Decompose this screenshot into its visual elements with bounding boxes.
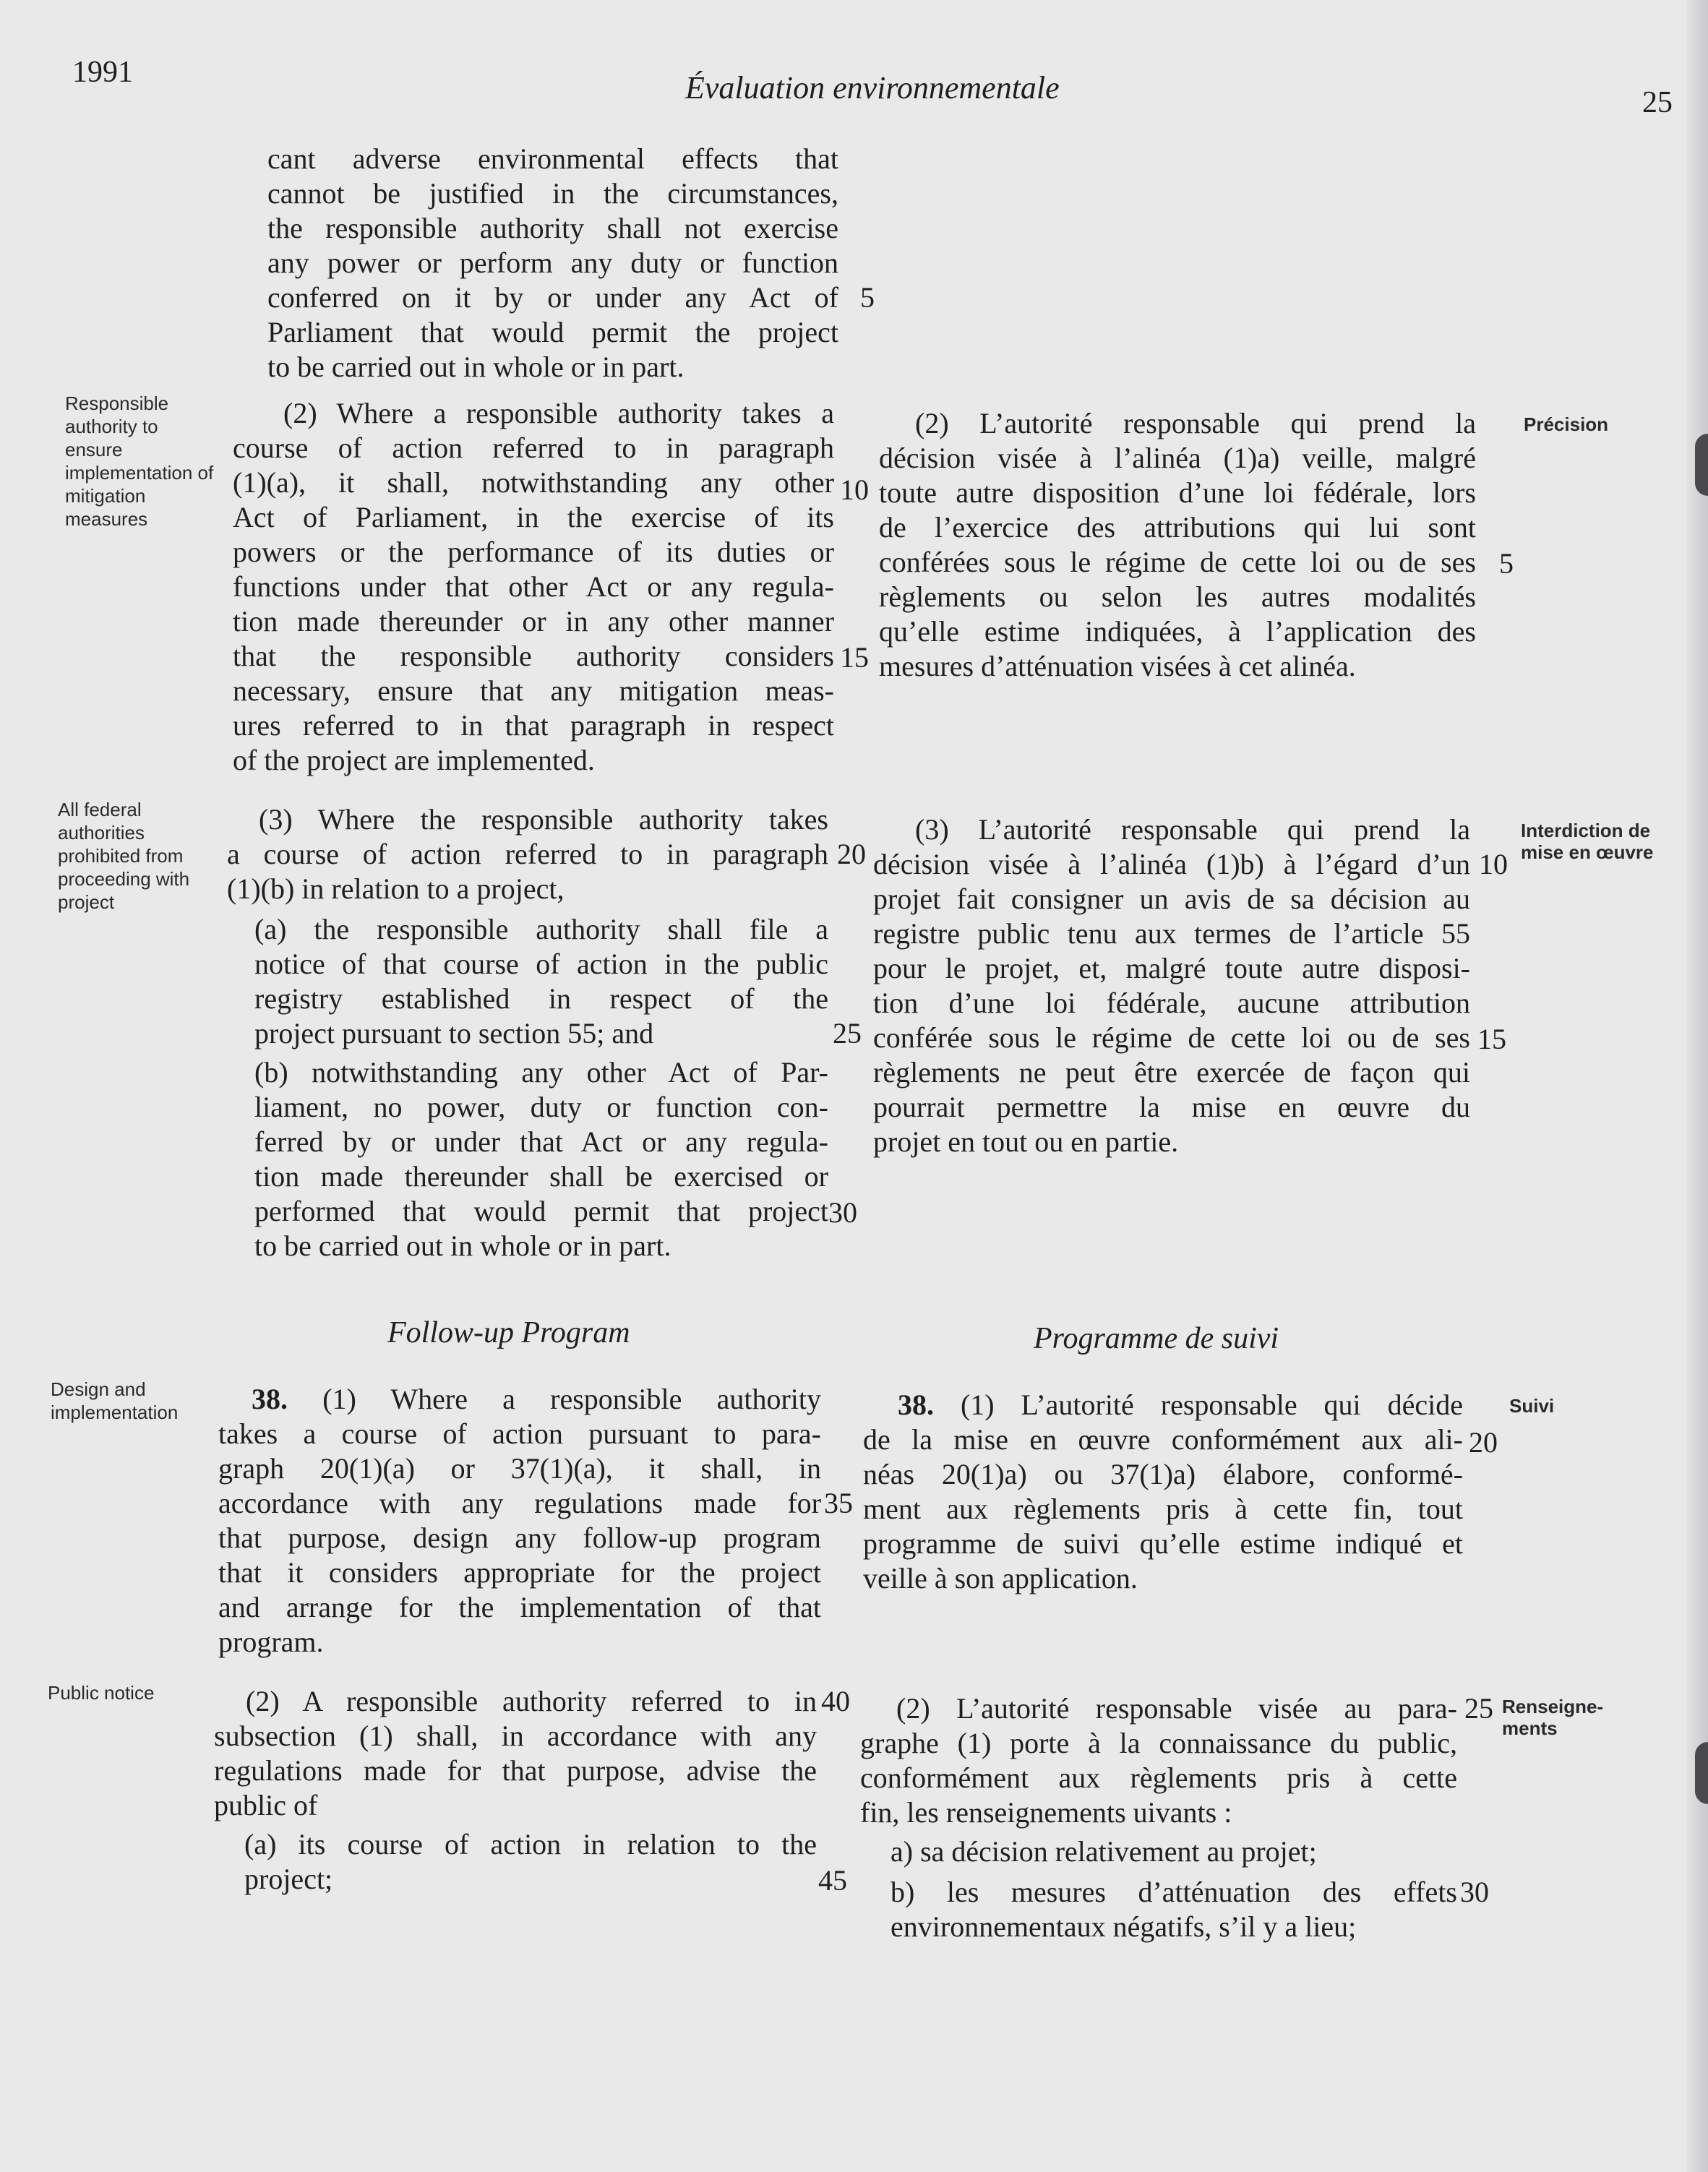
text-line: (2) A responsible authority referred to in	[246, 1685, 817, 1717]
text-line: mesures d’atténuation visées à cet alinéa.	[879, 650, 1356, 682]
text-line: notice of that course of action in the public	[254, 948, 828, 980]
text-line: conferred on it by or under any Act of	[267, 281, 838, 314]
text-line	[218, 1382, 821, 1417]
text-line: toute autre disposition d’une loi fédérale, lors	[879, 476, 1476, 509]
line-number: 20	[837, 838, 866, 870]
fr-para-37-3	[873, 812, 1470, 1159]
line-number: 10	[840, 473, 869, 506]
line-number: 15	[840, 641, 869, 674]
heading-follow-up-program: Follow-up Program	[387, 1316, 630, 1349]
text-line: that purpose, design any follow-up program	[218, 1521, 821, 1554]
text-line: project;	[244, 1863, 333, 1895]
text-line: (1)(b) in relation to a project,	[227, 872, 565, 905]
text-line: cannot be justified in the circumstances,	[267, 177, 838, 210]
text-line: (3) L’autorité responsable qui prend la	[915, 813, 1470, 846]
text-line: néas 20(1)a) ou 37(1)a) élabore, conformé-	[863, 1458, 1463, 1490]
text-line: registre public tenu aux termes de l’article 55	[873, 917, 1470, 950]
line-number: 30	[828, 1196, 857, 1229]
line-number: 40	[821, 1685, 850, 1717]
header-year: 1991	[72, 56, 133, 89]
margin-note-renseignements: Renseigne- ments	[1502, 1696, 1604, 1739]
text-line: pour le projet, et, malgré toute autre disposi-	[873, 952, 1470, 984]
text-line: de la mise en œuvre conformément aux ali-	[863, 1423, 1463, 1456]
margin-note-responsible-authority: Responsible authority to ensure implementation of mitigation measures	[65, 392, 214, 530]
line-number: 5	[860, 281, 875, 314]
text-line-body: (1) L’autorité responsable qui décide	[934, 1388, 1463, 1421]
text-line	[863, 1388, 1463, 1422]
en-para-38-2-a	[244, 1827, 817, 1897]
text-line: projet en tout ou en partie.	[873, 1125, 1179, 1158]
fr-para-38-2	[860, 1691, 1457, 1830]
section-number: 38.	[898, 1388, 934, 1421]
en-para-38-1	[218, 1382, 821, 1660]
text-line: Parliament that would permit the project	[267, 316, 838, 348]
text-line: functions under that other Act or any regula-	[233, 570, 834, 603]
text-line: règlements ou selon les autres modalités	[879, 580, 1476, 613]
margin-note-precision: Précision	[1524, 413, 1609, 435]
line-number: 15	[1477, 1023, 1506, 1055]
line-number: 25	[833, 1017, 862, 1049]
text-line: and arrange for the implementation of that	[218, 1591, 821, 1623]
line-number: 5	[1499, 547, 1514, 580]
line-number: 35	[824, 1487, 853, 1519]
text-line: qu’elle estime indiquées, à l’application des	[879, 615, 1476, 648]
text-line: conférées sous le régime de cette loi ou de ses	[879, 546, 1476, 578]
text-line: b) les mesures d’atténuation des effets	[891, 1876, 1457, 1908]
en-para-37-2	[233, 396, 834, 778]
text-line: takes a course of action pursuant to para-	[218, 1417, 821, 1450]
text-line: any power or perform any duty or function	[267, 246, 838, 279]
line-number: 10	[1479, 848, 1508, 880]
text-line: fin, les renseignements uivants :	[860, 1796, 1232, 1829]
heading-programme-de-suivi: Programme de suivi	[1034, 1322, 1279, 1355]
en-para-37-3-b	[254, 1055, 828, 1263]
en-para-38-2	[214, 1684, 817, 1823]
en-para-37-3	[227, 802, 828, 906]
section-number: 38.	[252, 1383, 288, 1415]
text-line: of the project are implemented.	[233, 744, 595, 776]
text-line: registry established in respect of the	[254, 982, 828, 1015]
en-para-37-3-a	[254, 912, 828, 1051]
text-line: regulations made for that purpose, advise the	[214, 1754, 817, 1787]
text-line: décision visée à l’alinéa (1)a) veille, malgré	[879, 442, 1476, 474]
margin-note-design: Design and implementation	[51, 1378, 179, 1423]
line-number: 20	[1469, 1426, 1498, 1459]
text-line: conformément aux règlements pris à cette	[860, 1761, 1457, 1794]
margin-note-all-federal: All federal authorities prohibited from proceeding with project	[58, 799, 190, 913]
text-line: powers or the performance of its duties or	[233, 536, 834, 568]
en-continuation	[267, 142, 838, 385]
text-line: conférée sous le régime de cette loi ou de ses	[873, 1021, 1470, 1054]
text-line: Act of Parliament, in the exercise of its	[233, 501, 834, 533]
text-line-body: (1) Where a responsible authority	[288, 1383, 821, 1415]
text-line: program.	[218, 1626, 324, 1658]
text-line: the responsible authority shall not exercise	[267, 212, 838, 244]
page-number: 25	[1642, 86, 1673, 119]
text-line: that it considers appropriate for the project	[218, 1556, 821, 1589]
fr-para-38-2-b	[891, 1875, 1457, 1944]
margin-note-public-notice: Public notice	[48, 1682, 155, 1704]
text-line: subsection (1) shall, in accordance with any	[214, 1720, 817, 1752]
margin-note-interdiction: Interdiction de mise en œuvre	[1521, 820, 1654, 863]
text-line: course of action referred to in paragraph	[233, 432, 834, 464]
text-line: environnementaux négatifs, s’il y a lieu;	[891, 1910, 1357, 1943]
margin-note-suivi: Suivi	[1509, 1395, 1555, 1417]
text-line: liament, no power, duty or function con-	[254, 1091, 828, 1123]
text-line: tion made thereunder or in any other manner	[233, 605, 834, 638]
line-number: 25	[1464, 1692, 1493, 1725]
text-line: (2) L’autorité responsable visée au para-	[896, 1692, 1457, 1725]
page-edge-shadow	[1686, 0, 1708, 2172]
text-line: (a) its course of action in relation to the	[244, 1828, 817, 1860]
fr-para-37-2	[879, 406, 1476, 684]
text-line: project pursuant to section 55; and	[254, 1017, 654, 1049]
text-line: (a) the responsible authority shall file a	[254, 913, 828, 945]
text-line: performed that would permit that project	[254, 1195, 828, 1227]
text-line: a) sa décision relativement au projet;	[891, 1835, 1317, 1868]
text-line: tion made thereunder shall be exercised or	[254, 1160, 828, 1193]
text-line: (3) Where the responsible authority takes	[259, 803, 828, 836]
text-line: tion d’une loi fédérale, aucune attribution	[873, 987, 1470, 1019]
fr-para-38-2-a	[891, 1834, 1317, 1869]
text-line: a course of action referred to in paragraph	[227, 838, 828, 870]
binder-tab	[1695, 1742, 1708, 1804]
line-number: 45	[818, 1864, 847, 1897]
text-line: accordance with any regulations made for	[218, 1487, 821, 1519]
text-line: projet fait consigner un avis de sa décision au	[873, 883, 1470, 915]
text-line: règlements ne peut être exercée de façon qui	[873, 1056, 1470, 1089]
text-line: that the responsible authority considers	[233, 640, 834, 672]
text-line: (b) notwithstanding any other Act of Par-	[254, 1056, 828, 1089]
fr-para-38-1	[863, 1388, 1463, 1596]
text-line: public of	[214, 1789, 318, 1821]
text-line: (2) L’autorité responsable qui prend la	[915, 407, 1476, 439]
text-line: de l’exercice des attributions qui lui sont	[879, 511, 1476, 544]
text-line: necessary, ensure that any mitigation meas-	[233, 674, 834, 707]
binder-tab	[1695, 434, 1708, 496]
text-line: (1)(a), it shall, notwithstanding any other	[233, 466, 834, 499]
text-line: ures referred to in that paragraph in respect	[233, 709, 834, 742]
text-line: décision visée à l’alinéa (1)b) à l’égard d’un	[873, 848, 1470, 880]
text-line: pourrait permettre la mise en œuvre du	[873, 1091, 1470, 1123]
text-line: veille à son application.	[863, 1562, 1138, 1594]
text-line: ferred by or under that Act or any regula-	[254, 1125, 828, 1158]
text-line: cant adverse environmental effects that	[267, 142, 838, 175]
page-title: Évaluation environnementale	[685, 70, 1060, 106]
text-line: graph 20(1)(a) or 37(1)(a), it shall, in	[218, 1452, 821, 1485]
text-line: to be carried out in whole or in part.	[254, 1229, 671, 1262]
text-line: (2) Where a responsible authority takes a	[283, 397, 834, 429]
text-line: graphe (1) porte à la connaissance du public,	[860, 1727, 1457, 1759]
line-number: 30	[1460, 1876, 1489, 1908]
text-line: to be carried out in whole or in part.	[267, 351, 685, 383]
text-line: ment aux règlements pris à cette fin, tout	[863, 1493, 1463, 1525]
text-line: programme de suivi qu’elle estime indiqué et	[863, 1527, 1463, 1560]
